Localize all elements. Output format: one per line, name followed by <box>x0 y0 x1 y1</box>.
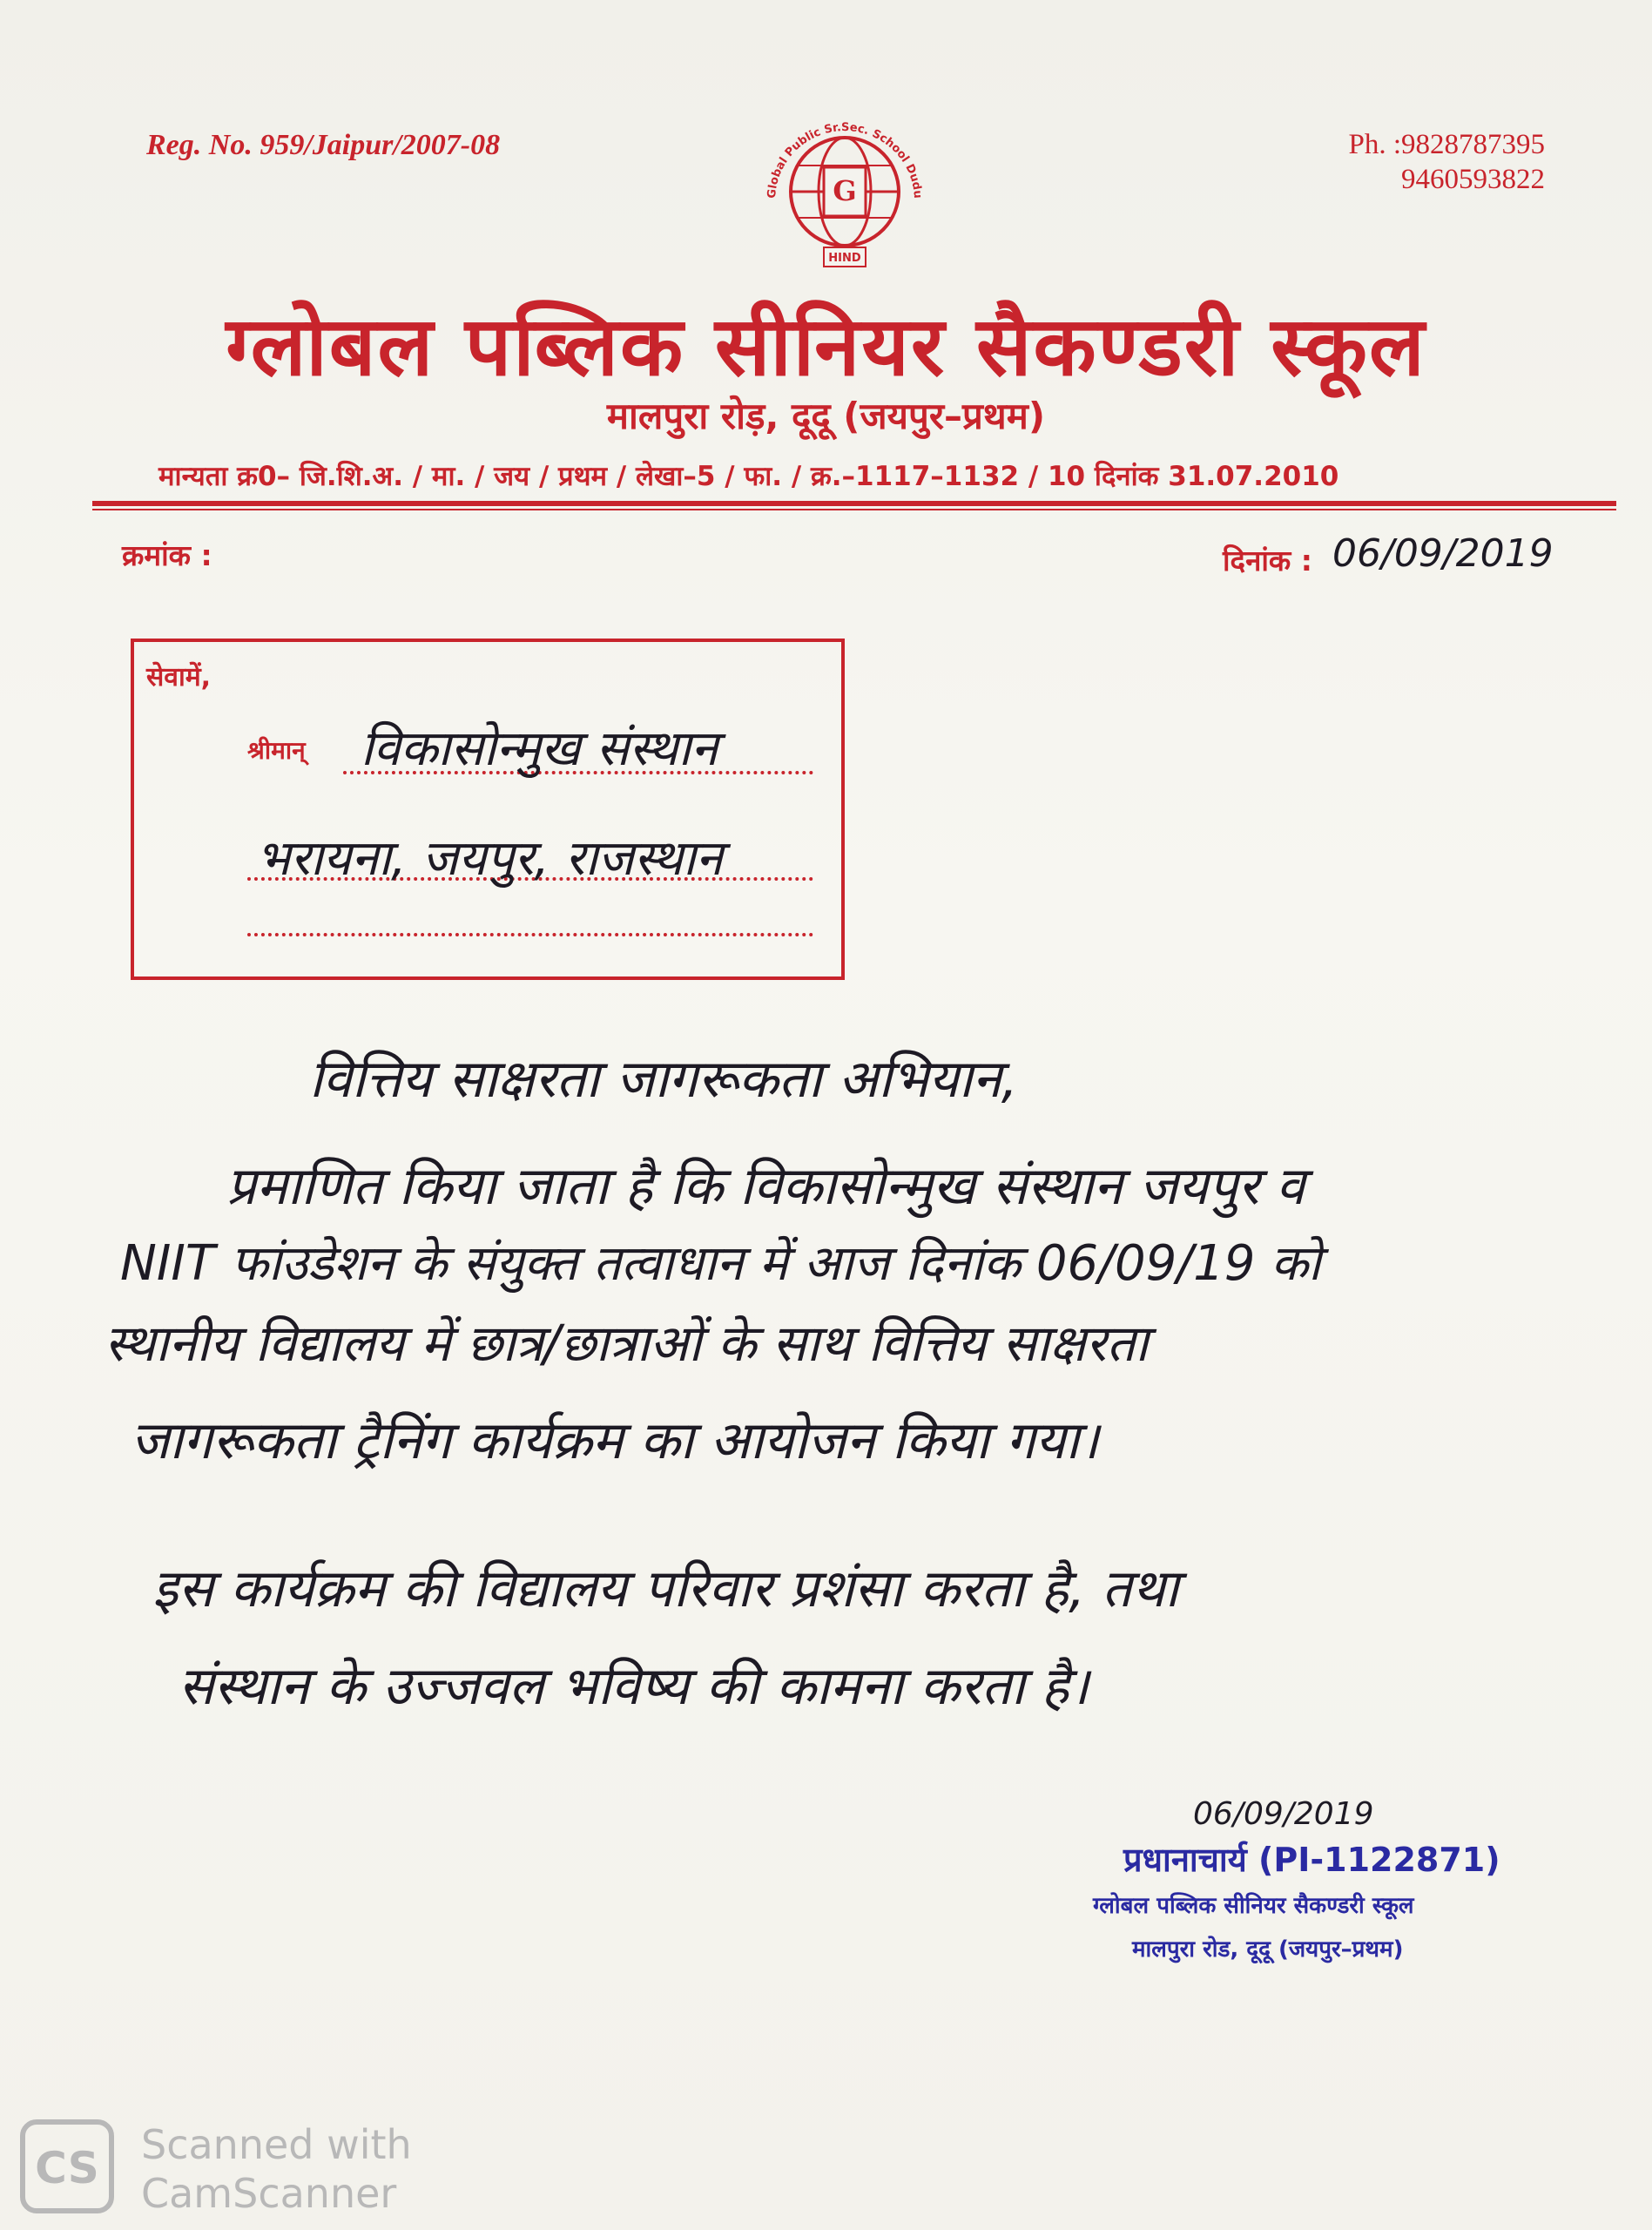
svg-text:G: G <box>833 174 857 207</box>
address-dotted-line <box>247 933 813 936</box>
body-line: संस्थान के उज्जवल भविष्य की कामना करता है। <box>179 1656 1089 1717</box>
camscanner-watermark <box>141 2120 412 2218</box>
body-line: NIIT फांउडेशन के संयुक्त तत्वाधान में आज दिनांक 06/09/19 को <box>120 1235 1321 1292</box>
camscanner-logo-icon <box>19 2118 115 2214</box>
school-address: मालपुरा रोड़, दूदू (जयपुर–प्रथम) <box>606 395 1046 437</box>
logo-text: Global Public Sr.Sec. School Dudu <box>765 120 925 199</box>
watermark-line-1: Scanned with <box>141 2121 412 2168</box>
body-line: प्रमाणित किया जाता है कि विकासोन्मुख संस्थान जयपुर व <box>226 1156 1305 1217</box>
principal-stamp-school: ग्लोबल पब्लिक सीनियर सैकण्डरी स्कूल <box>1093 1893 1414 1919</box>
recipient-line-2: भरायना, जयपुर, राजस्थान <box>256 830 723 887</box>
body-subject: वित्तिय साक्षरता जागरूकता अभियान, <box>309 1049 1018 1110</box>
phone-2: 9460593822 <box>1401 164 1545 195</box>
phone-numbers <box>1292 127 1545 197</box>
camscanner-logo-label: CS <box>35 2143 99 2193</box>
principal-stamp-address: मालपुरा रोड, दूदू (जयपुर–प्रथम) <box>1132 1936 1404 1963</box>
header-rule <box>92 501 1616 506</box>
registration-number: Reg. No. 959/Jaipur/2007-08 <box>146 129 501 161</box>
recognition-line: मान्यता क्र0– जि.शि.अ. / मा. / जय / प्रथम / लेखा–5 / फा. / क्र.–1117–1132 / 10 दिनांक 31.07.2010 <box>158 461 1339 492</box>
body-line: जागरूकता ट्रैनिंग कार्यक्रम का आयोजन किया गया। <box>131 1410 1099 1471</box>
date-value: 06/09/2019 <box>1332 531 1554 576</box>
recipient-address-box <box>131 639 845 980</box>
body-line: स्थानीय विद्यालय में छात्र/छात्राओं के साथ वित्तिय साक्षरता <box>105 1314 1149 1373</box>
logo-ribbon: HIND <box>828 252 861 265</box>
school-name: ग्लोबल पब्लिक सीनियर सैकण्डरी स्कूल <box>226 300 1426 395</box>
phone-1: Ph. :9828787395 <box>1348 129 1545 160</box>
reference-label: क्रमांक : <box>122 538 212 572</box>
recipient-line-1: विकासोन्मुख संस्थान <box>361 720 718 777</box>
header-rule-thin <box>92 509 1616 510</box>
date-label: दिनांक : <box>1223 544 1312 578</box>
signature-scribble: 06/09/2019 <box>1193 1796 1374 1832</box>
body-line: इस कार्यक्रम की विद्यालय परिवार प्रशंसा करता है, तथा <box>152 1558 1179 1619</box>
watermark-line-2: CamScanner <box>141 2170 397 2217</box>
school-logo <box>749 96 941 287</box>
shriman-label: श्रीमान् <box>247 736 306 765</box>
principal-stamp-title: प्रधानाचार्य (PI-1122871) <box>1123 1841 1500 1879</box>
salutation-label: सेवामें, <box>146 662 212 693</box>
